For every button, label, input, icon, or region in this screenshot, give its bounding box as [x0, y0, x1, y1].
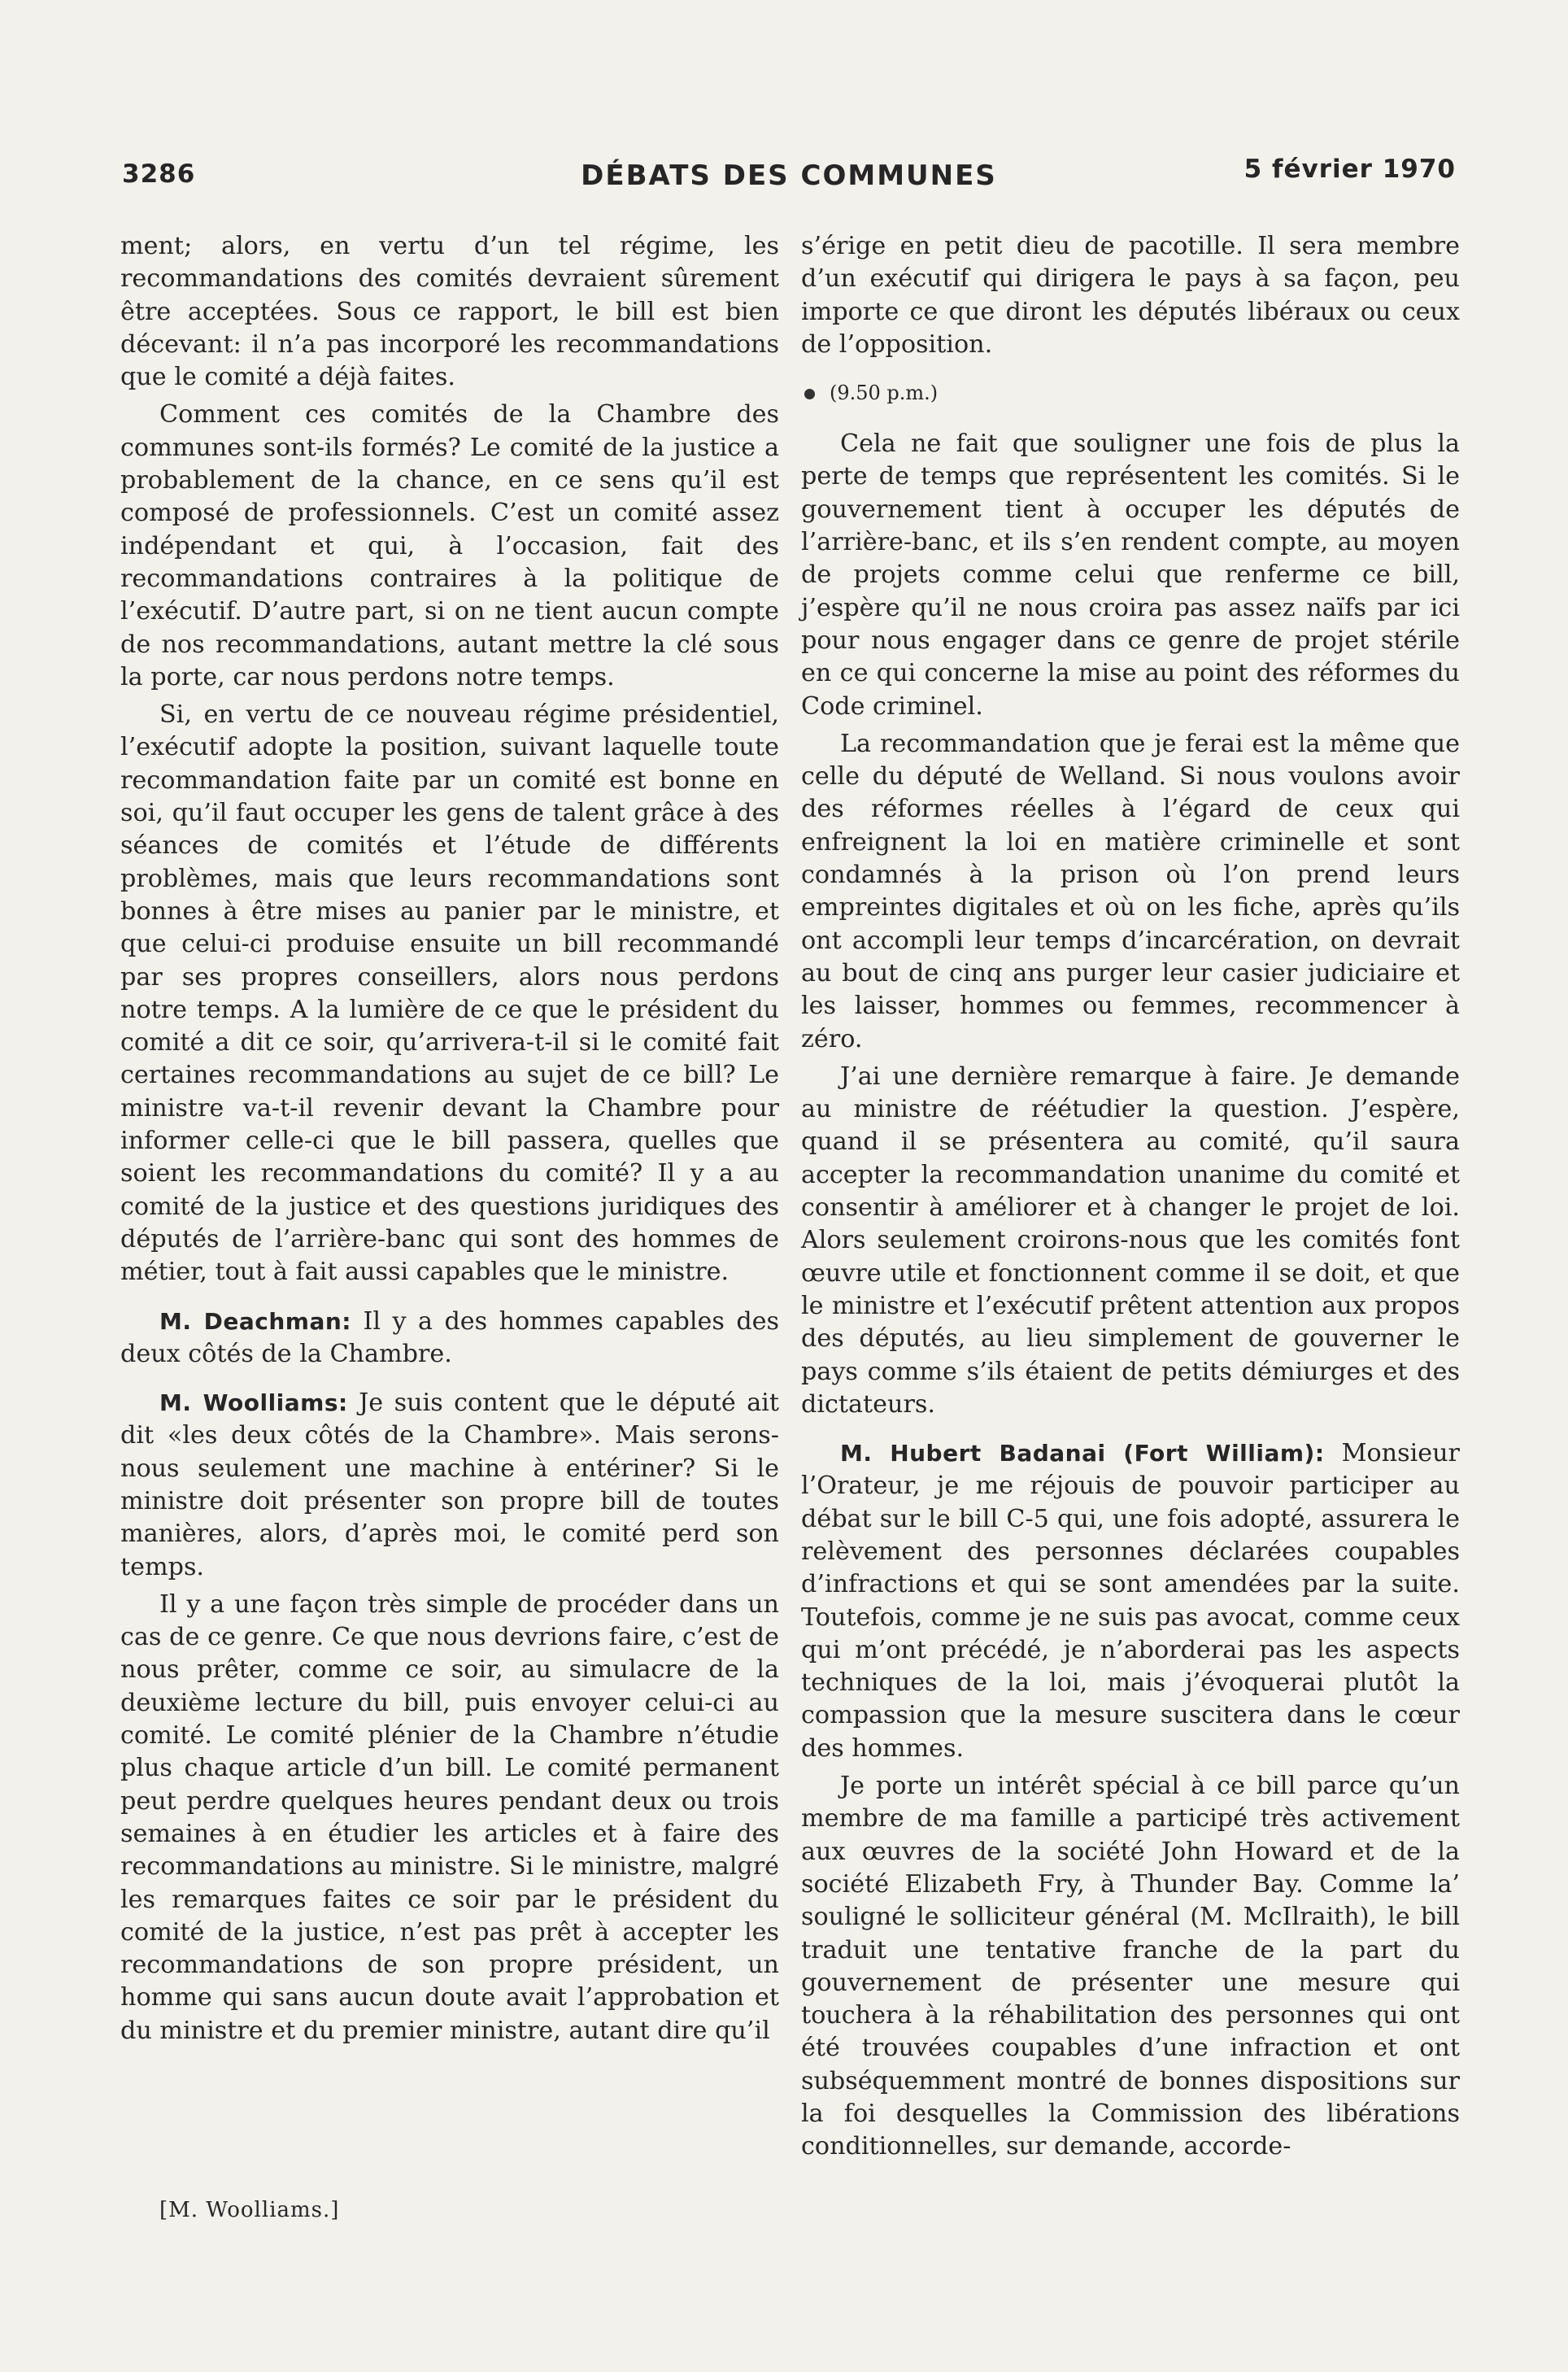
paragraph: Si, en vertu de ce nouveau régime présidentiel, l’exécutif adopte la position, suivant laquelle toute recommandation faite par un comité est bonne en soi, qu’il faut occuper les gens de talent grâce à des séances de comités et l’étude de différents problèmes, mais que leurs recommandations sont bonnes à être mises au panier par le ministre, et que celui-ci produise ensuite un bill recommandé par ses propres conseillers, alors nous perdons notre temps. A la lumière de ce que le président du comité a dit ce soir, qu’arrivera-t-il si le comité fait certaines recommandations au sujet de ce bill? Le ministre va-t-il revenir devant la Chambre pour informer celle-ci que le bill passera, quelles que soient les recommandations du comité? Il y a au comité de la justice et des questions juridiques des députés de l’arrière-banc qui sont des hommes de métier, tout à fait aussi capables que le ministre.	[120, 700, 779, 1287]
bullet-icon	[804, 389, 815, 399]
timestamp-text: (9.50 p.m.)	[830, 382, 939, 405]
speech-woolliams	[120, 1387, 779, 1584]
paragraph: Il y a une façon très simple de procéder dans un cas de ce genre. Ce que nous devrions faire, c’est de nous prêter, comme ce soir, au simulacre de la deuxième lecture du bill, puis envoyer celui-ci au comité. Le comité plénier de la Chambre n’étudie plus chaque article d’un bill. Le comité permanent peut perdre quelques heures pendant deux ou trois semaines à en étudier les articles et à faire des recommandations au ministre. Si le ministre, malgré les remarques faites ce soir par le président du comité de la justice, n’est pas prêt à accepter les recommandations de son propre président, un homme qui sans aucun doute avait l’approbation et du ministre et du premier ministre, autant dire qu’il	[120, 1589, 779, 2045]
paragraph: La recommandation que je ferai est la même que celle du député de Welland. Si nous voulons avoir des réformes réelles à l’égard de ceux qui enfreignent la loi en matière criminelle et sont condamnés à la prison où l’on prend leurs empreintes digitales et où on les fiche, après qu’ils ont accompli leur temps d’incarcération, on devrait au bout de cinq ans purger leur casier judiciaire et les laisser, hommes ou femmes, recommencer à zéro.	[801, 729, 1460, 1053]
paragraph: Comment ces comités de la Chambre des communes sont-ils formés? Le comité de la justice a probablement de la chance, en ce sens qu’il est composé de professionnels. C’est un comité assez indépendant et qui, à l’occasion, fait des recommandations contraires à la politique de l’exécutif. D’autre part, si on ne tient aucun compte de nos recommandations, autant mettre la clé sous la porte, car nous perdons notre temps.	[120, 400, 779, 691]
page-number: 3286	[122, 159, 196, 189]
footnote-speaker: [M. Woolliams.]	[159, 2198, 340, 2222]
timestamp	[804, 381, 1460, 405]
speech-text: Monsieur l’Orateur, je me réjouis de pouvoir participer au débat sur le bill C-5 qui, une fois adopté, assurera le relèvement des personnes déclarées coupables d’infractions et qui se sont amendées par la suite. Toutefois, comme je ne suis pas avocat, comme ceux qui m’ont précédé, je n’aborderai pas les aspects techniques de la loi, mais j’évoquerai plutôt la compassion que la mesure suscitera dans le cœur des hommes.	[801, 1439, 1460, 1763]
right-column	[801, 230, 1460, 2169]
speech-deachman	[120, 1306, 779, 1371]
page-date: 5 février 1970	[1244, 155, 1456, 184]
paragraph: Cela ne fait que souligner une fois de plus la perte de temps que représentent les comités. Si le gouvernement tient à occuper les députés de l’arrière-banc, et ils s’en rendent compte, au moyen de projets comme celui que renferme ce bill, j’espère qu’il ne nous croira pas assez naïfs par ici pour nous engager dans ce genre de projet stérile en ce qui concerne la mise au point des réformes du Code criminel.	[801, 429, 1460, 721]
speech-badanai	[801, 1437, 1460, 1765]
page-header	[122, 155, 1456, 200]
paragraph: s’érige en petit dieu de pacotille. Il sera membre d’un exécutif qui dirigera le pays à sa façon, peu importe ce que diront les députés libéraux ou ceux de l’opposition.	[801, 232, 1460, 359]
paragraph: J’ai une dernière remarque à faire. Je demande au ministre de réétudier la question. J’espère, quand il se présentera au comité, qu’il saura accepter la recommandation unanime du comité et consentir à améliorer et à changer le projet de loi. Alors seulement croirons-nous que les comités font œuvre utile et fonctionnent comme il se doit, et que le ministre et l’exécutif prêtent attention aux propos des députés, au lieu simplement de gouverner le pays comme s’ils étaient de petits démiurges et des dictateurs.	[801, 1062, 1460, 1419]
publication-title: DÉBATS DES COMMUNES	[581, 159, 997, 192]
speaker-name: M. Deachman:	[159, 1307, 351, 1335]
left-column	[120, 230, 779, 2052]
speech-text: Il y a des hommes capables des deux côtés de la Chambre.	[120, 1306, 779, 1368]
speech-text: Je suis content que le député ait dit «les deux côtés de la Chambre». Mais serons-nous seulement une machine à entériner? Si le ministre doit présenter son propre bill de toutes manières, alors, d’après moi, le comité perd son temps.	[120, 1389, 779, 1581]
paragraph: Je porte un intérêt spécial à ce bill parce qu’un membre de ma famille a participé très activement aux œuvres de la société John Howard et de la société Elizabeth Fry, à Thunder Bay. Comme la’ souligné le solliciteur général (M. McIlraith), le bill traduit une tentative franche de la part du gouvernement de présenter une mesure qui touchera à la réhabilitation des personnes qui ont été trouvées coupables d’une infraction et ont subséquemment montré de bonnes dispositions sur la foi desquelles la Commission des libérations conditionnelles, sur demande, accorde-	[801, 1772, 1460, 2161]
speaker-name: M. Woolliams:	[159, 1389, 348, 1417]
speaker-name: M. Hubert Badanai (Fort William):	[840, 1440, 1325, 1467]
paragraph: ment; alors, en vertu d’un tel régime, les recommandations des comités devraient sûrement être acceptées. Sous ce rapport, le bill est bien décevant: il n’a pas incorporé les recommandations que le comité a déjà faites.	[120, 232, 779, 392]
